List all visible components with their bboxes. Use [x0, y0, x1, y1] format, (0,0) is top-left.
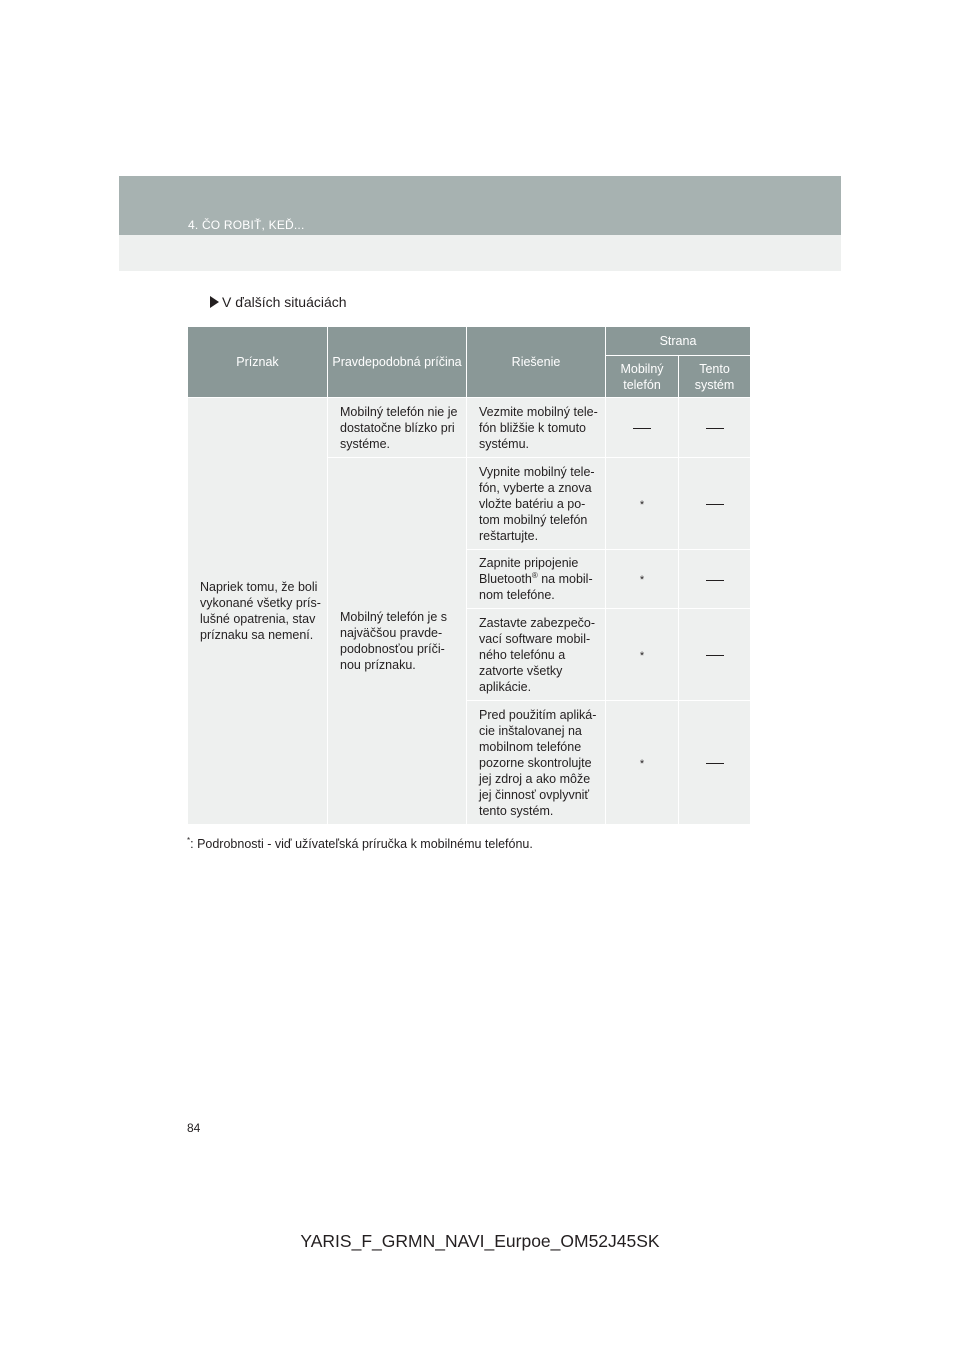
troubleshooting-table	[187, 326, 751, 825]
solution-cell: Vezmite mobilný tele- fón bližšie k tomuto systému.	[467, 398, 606, 458]
dash-icon	[706, 763, 724, 764]
page-number: 84	[187, 1121, 201, 1135]
system-dash	[679, 458, 751, 550]
header-this-system: Tento systém	[679, 356, 751, 398]
footnote-text: : Podrobnosti - viď užívateľská príručka k mobilnému telefónu.	[190, 837, 533, 851]
system-dash	[679, 701, 751, 825]
asterisk-icon: *	[639, 757, 645, 770]
solution-cell: Pred použitím apliká- cie inštalovanej na mobilnom telefóne pozorne skontrolujte jej zdroj a ako môže jej činnosť ovplyvniť tento systém.	[467, 701, 606, 825]
dash-icon	[706, 655, 724, 656]
footnote-asterisk: *	[187, 835, 191, 845]
solution-cell: Zapnite pripojenie Bluetooth® na mobil- nom telefóne.	[467, 550, 606, 609]
solution-cell: Vypnite mobilný tele- fón, vyberte a znova vložte batériu a po- tom mobilný telefón reštartujte.	[467, 458, 606, 550]
mobile-dash	[606, 398, 679, 458]
system-dash	[679, 550, 751, 609]
cause-cell: Mobilný telefón nie je dostatočne blízko pri systéme.	[328, 398, 467, 458]
section-heading	[210, 294, 347, 310]
cause-cell: Mobilný telefón je s najväčšou pravde- podobnosťou príči- nou príznaku.	[328, 458, 467, 825]
dash-icon	[633, 428, 651, 429]
mobile-star	[606, 458, 679, 550]
header-solution: Riešenie	[467, 327, 606, 398]
table-row	[188, 398, 751, 458]
footnote	[187, 837, 533, 851]
chapter-header-strip	[119, 235, 841, 271]
asterisk-icon: *	[639, 574, 645, 586]
document-id: YARIS_F_GRMN_NAVI_Eurpoe_OM52J45SK	[300, 1231, 660, 1251]
asterisk-icon: *	[639, 649, 645, 662]
triangle-bullet-icon	[210, 296, 219, 308]
header-mobile-phone: Mobilný telefón	[606, 356, 679, 398]
dash-icon	[706, 428, 724, 429]
symptom-cell: Napriek tomu, že boli vykonané všetky prís- lušné opatrenia, stav príznaku sa nemení.	[188, 398, 328, 825]
mobile-star	[606, 701, 679, 825]
asterisk-icon: *	[639, 498, 645, 511]
mobile-star	[606, 609, 679, 701]
chapter-header-bar	[119, 176, 841, 235]
header-symptom: Príznak	[188, 327, 328, 398]
system-dash	[679, 609, 751, 701]
header-side: Strana	[606, 327, 751, 356]
system-dash	[679, 398, 751, 458]
solution-cell: Zastavte zabezpečo- vací software mobil- ného telefónu a zatvorte všetky aplikácie.	[467, 609, 606, 701]
header-cause: Pravdepodobná príčina	[328, 327, 467, 398]
dash-icon	[706, 580, 724, 581]
dash-icon	[706, 504, 724, 505]
chapter-title: 4. ČO ROBIŤ, KEĎ...	[188, 218, 305, 232]
mobile-star	[606, 550, 679, 609]
section-heading-text: V ďalších situáciách	[222, 294, 347, 310]
